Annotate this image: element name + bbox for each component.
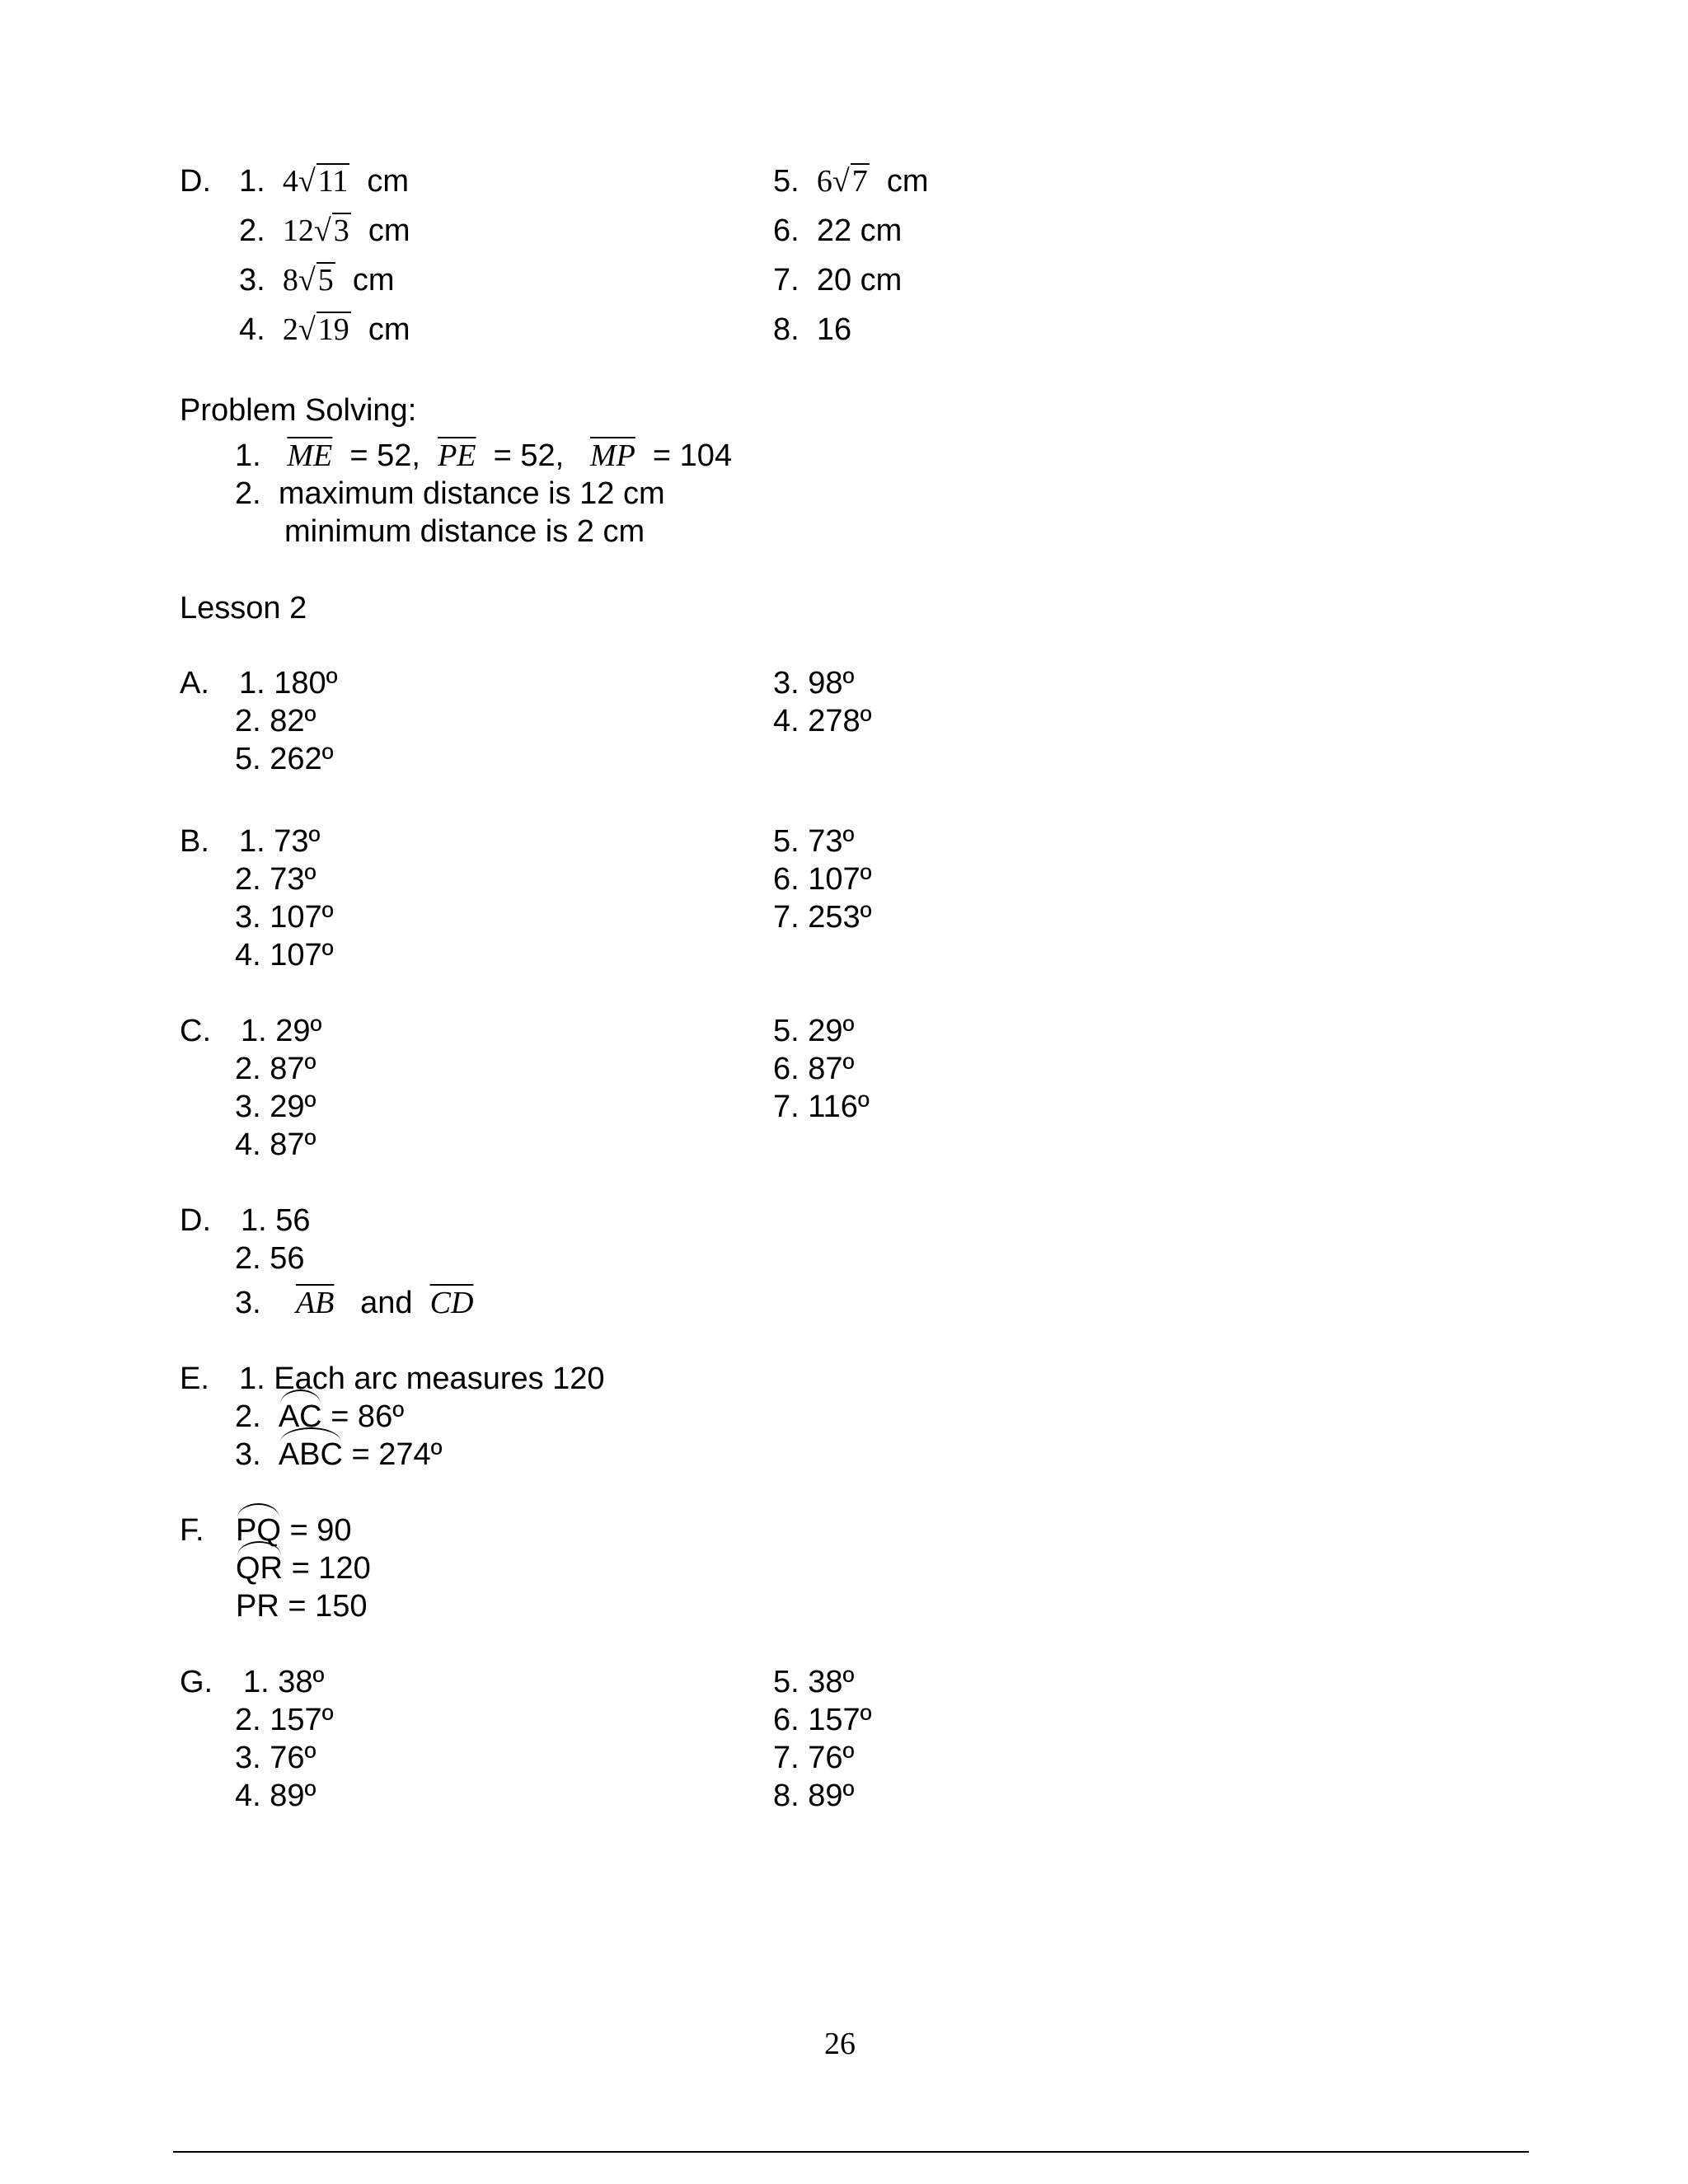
lesson2-d-item-1: 1. 56 (241, 1203, 311, 1238)
segment-pe: $\overline{PE}$ (438, 438, 476, 473)
d-item-3: 3. 8√5 cm (239, 263, 395, 298)
section-d-label: D. (180, 164, 211, 199)
lesson2-c-item-4: 4. 87º (235, 1127, 316, 1162)
d-item-1-coef: 4 (282, 164, 298, 199)
d-item-8: 8. 16 (773, 312, 852, 347)
lesson2-a-item-2: 2. 82º (235, 704, 316, 738)
d-item-1: 1. 4√11 cm (239, 164, 410, 199)
lesson2-d-item-3: 3. $\overline{AB}$ and $\overline{CD}$ (235, 1286, 474, 1320)
lesson2-f-item-3: PR = 150 (236, 1589, 368, 1624)
lesson2-c-item-5: 5. 29º (773, 1014, 855, 1048)
lesson2-b-item-6: 6. 107º (773, 862, 872, 897)
d-item-5: 5. 6√7 cm (773, 164, 929, 199)
lesson2-g-label: G. (180, 1665, 213, 1699)
lesson2-a-item-4: 4. 278º (773, 704, 872, 738)
lesson2-g-item-4: 4. 89º (235, 1779, 316, 1813)
lesson2-g-item-5: 5. 38º (773, 1665, 855, 1699)
lesson2-f-item-2: QR = 120 (236, 1551, 371, 1586)
page-number: 26 (824, 2027, 856, 2061)
arc-pq: PQ (236, 1513, 281, 1548)
footer-rule (173, 2151, 1529, 2153)
ps-item-1: 1. $\overline{ME} = 52$, $\overline{PE} = 52$, $\overline{MP} = 104$ (235, 438, 733, 473)
d-item-4: 4. 2√19 cm (239, 312, 410, 347)
lesson2-g-item-1: 1. 38º (243, 1665, 325, 1699)
problem-solving-title: Problem Solving: (180, 393, 417, 428)
lesson2-b-item-2: 2. 73º (235, 862, 316, 897)
lesson2-a-label: A. (180, 666, 209, 701)
segment-mp: $\overline{MP}$ (589, 438, 635, 473)
lesson2-f-item-1: PQ = 90 (236, 1513, 352, 1548)
segment-me: $\overline{ME}$ (287, 438, 333, 473)
lesson2-c-item-6: 6. 87º (773, 1052, 855, 1086)
lesson2-e-item-2: 2. AC = 86º (235, 1399, 405, 1434)
arc-qr: QR (236, 1551, 283, 1586)
arc-ac: AC (278, 1399, 322, 1434)
lesson2-c-label: C. (180, 1014, 211, 1048)
lesson-2-title: Lesson 2 (180, 591, 307, 626)
segment-ab: $\overline{AB}$ (295, 1286, 335, 1320)
d-item-6: 6. 22 cm (773, 213, 903, 248)
lesson2-c-item-2: 2. 87º (235, 1052, 316, 1086)
lesson2-e-item-3: 3. ABC = 274º (235, 1437, 443, 1472)
lesson2-b-label: B. (180, 824, 209, 859)
lesson2-g-item-7: 7. 76º (773, 1741, 855, 1775)
lesson2-a-item-1: 1. 180º (239, 666, 338, 701)
lesson2-b-item-7: 7. 253º (773, 900, 872, 935)
d-item-2: 2. 12√3 cm (239, 213, 410, 248)
lesson2-c-item-3: 3. 29º (235, 1090, 316, 1124)
lesson2-c-item-1: 1. 29º (241, 1014, 322, 1048)
lesson2-d-label: D. (180, 1203, 211, 1238)
lesson2-g-item-8: 8. 89º (773, 1779, 855, 1813)
lesson2-b-item-4: 4. 107º (235, 938, 334, 972)
lesson2-g-item-3: 3. 76º (235, 1741, 316, 1775)
lesson2-d-item-2: 2. 56 (235, 1241, 305, 1276)
lesson2-c-item-7: 7. 116º (773, 1090, 870, 1124)
lesson2-b-item-3: 3. 107º (235, 900, 334, 935)
lesson2-g-item-2: 2. 157º (235, 1703, 334, 1737)
lesson2-g-item-6: 6. 157º (773, 1703, 872, 1737)
ps-item-2: 2. maximum distance is 12 cm (235, 476, 665, 511)
lesson2-b-item-1: 1. 73º (239, 824, 321, 859)
lesson2-e-item-1: 1. Each arc measures 120 (239, 1361, 605, 1396)
ps-item-2-line2: minimum distance is 2 cm (284, 514, 645, 549)
lesson2-e-label: E. (180, 1361, 209, 1396)
lesson2-a-item-5: 5. 262º (235, 742, 334, 776)
segment-cd: $\overline{CD}$ (429, 1286, 474, 1320)
d-item-1-radicand: 11 (317, 164, 349, 199)
arc-abc: ABC (278, 1437, 343, 1472)
d-item-7: 7. 20 cm (773, 263, 903, 298)
arc-pr: PR (236, 1589, 279, 1624)
lesson2-f-label: F. (180, 1513, 204, 1548)
lesson2-b-item-5: 5. 73º (773, 824, 855, 859)
lesson2-a-item-3: 3. 98º (773, 666, 855, 701)
